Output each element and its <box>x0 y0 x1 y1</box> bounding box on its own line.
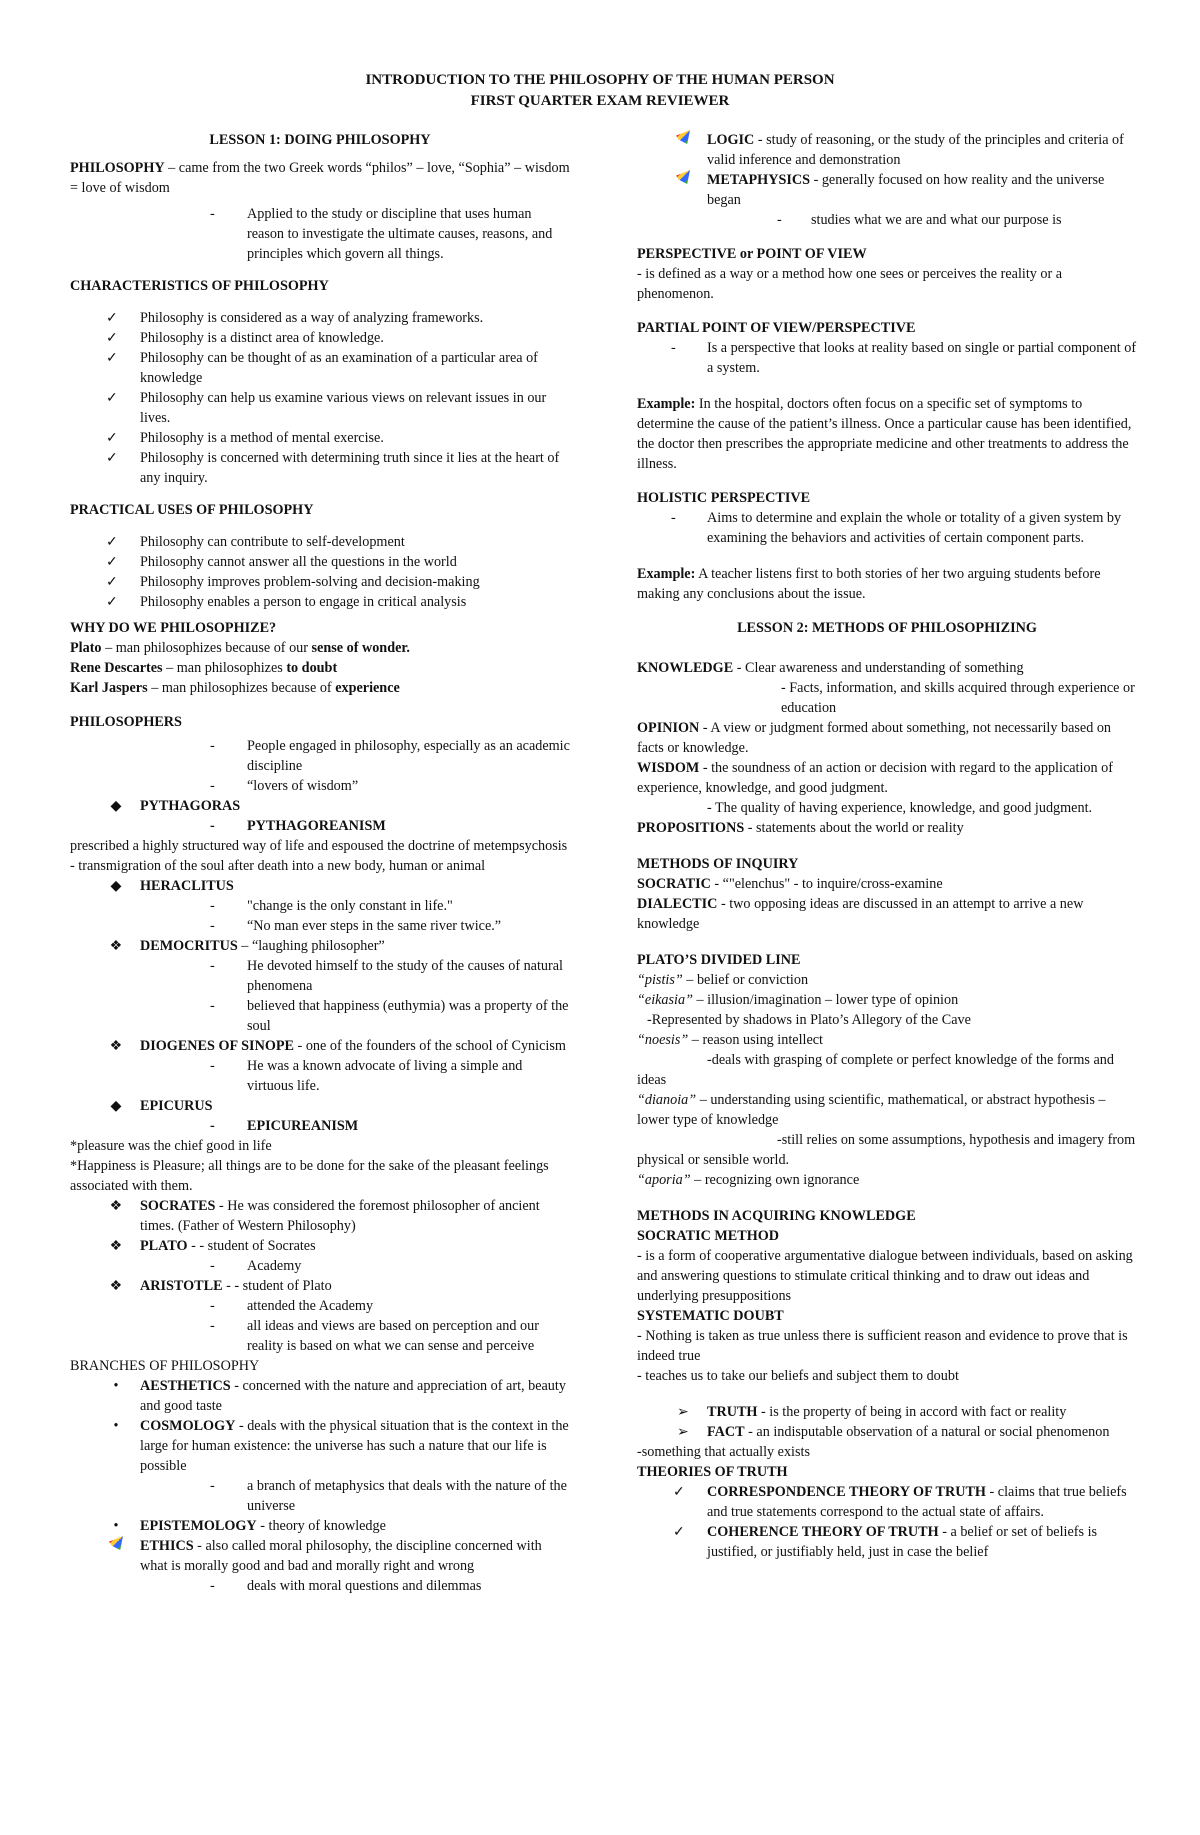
correspondence-item: ✓ CORRESPONDENCE THEORY OF TRUTH - claims that true beliefs and true statements correspond to the actual state of affairs. <box>637 1482 1137 1522</box>
list-item: ✓ Philosophy cannot answer all the questions in the world <box>70 552 570 572</box>
dialectic-def: DIALECTIC - two opposing ideas are discussed in an attempt to arrive a new knowledge <box>637 896 1084 932</box>
list-item: ✓ Philosophy improves problem-solving and decision-making <box>70 572 570 592</box>
pythagoreanism: - PYTHAGOREANISM <box>70 816 570 836</box>
systematic-doubt-1: - Nothing is taken as true unless there is sufficient reason and evidence to prove that is indeed true <box>637 1328 1128 1364</box>
metaphysics-item: METAPHYSICS - generally focused on how reality and the universe began <box>637 170 1137 210</box>
socratic-def: SOCRATIC - “"elenchus" - to inquire/cross-examine <box>637 876 943 892</box>
ethics-dash-1: - deals with moral questions and dilemmas <box>70 1576 570 1596</box>
socratic-method-def: - is a form of cooperative argumentative dialogue between individuals, based on asking and answering questions to stimulate critical thinking and to draw out ideas and underlying presuppositions <box>637 1248 1133 1304</box>
wisdom-def-2: - The quality of having experience, knowledge, and good judgment. <box>707 800 1093 816</box>
philosophers-dash-1: - People engaged in philosophy, especially as an academic discipline <box>70 736 570 776</box>
pythagoras-item: ◆ PYTHAGORAS <box>70 796 570 816</box>
plato-item: ❖ PLATO - - student of Socrates <box>70 1236 570 1256</box>
philosophy-definition: PHILOSOPHY – came from the two Greek words “philos” – love, “Sophia” – wisdom = love of wisdom <box>70 160 570 196</box>
list-item: ✓ Philosophy can be thought of as an examination of a particular area of knowledge <box>70 348 570 388</box>
aesthetics-item: • AESTHETICS - concerned with the nature and appreciation of art, beauty and good taste <box>70 1376 570 1416</box>
bullet-icon: • <box>113 1518 119 1534</box>
list-item: ✓ Philosophy enables a person to engage in critical analysis <box>70 592 570 612</box>
epicurus-item: ◆ EPICURUS <box>70 1096 570 1116</box>
democritus-dash-2: - believed that happiness (euthymia) was a property of the soul <box>70 996 570 1036</box>
plato-dash-1: - Academy <box>70 1256 570 1276</box>
why-descartes: Rene Descartes – man philosophizes to doubt <box>70 660 338 676</box>
knowledge-def-2: - Facts, information, and skills acquired through experience or education <box>781 680 1135 716</box>
flag-bullet-icon <box>673 170 693 190</box>
why-heading: WHY DO WE PHILOSOPHIZE? <box>70 620 277 636</box>
star-bullet-icon: ❖ <box>109 1038 123 1054</box>
star-bullet-icon: ❖ <box>109 1238 123 1254</box>
epicureanism: - EPICUREANISM <box>70 1116 570 1136</box>
branches-heading: BRANCHES OF PHILOSOPHY <box>70 1358 260 1374</box>
diamond-icon: ◆ <box>110 878 122 894</box>
why-jaspers: Karl Jaspers – man philosophizes because of experience <box>70 680 400 696</box>
aporia-def: “aporia” – recognizing own ignorance <box>637 1172 860 1188</box>
philosophy-dash: - Applied to the study or discipline that uses human reason to investigate the ultimate causes, reasons, and principles which govern all things. <box>70 204 570 264</box>
metaphysics-dash-1: - studies what we are and what our purpose is <box>637 210 1137 230</box>
flag-bullet-icon <box>673 130 693 150</box>
democritus-dash-1: - He devoted himself to the study of the causes of natural phenomena <box>70 956 570 996</box>
cosmology-dash-1: - a branch of metaphysics that deals with the nature of the universe <box>70 1476 570 1516</box>
opinion-def: OPINION - A view or judgment formed about something, not necessarily based on facts or knowledge. <box>637 720 1112 756</box>
lesson2-heading: LESSON 2: METHODS OF PHILOSOPHIZING <box>737 620 1037 636</box>
aristotle-dash-1: - attended the Academy <box>70 1296 570 1316</box>
truth-item: ➢ TRUTH - is the property of being in accord with fact or reality <box>637 1402 1137 1422</box>
heraclitus-quote-1: - "change is the only constant in life." <box>70 896 570 916</box>
list-item: ✓ Philosophy is concerned with determining truth since it lies at the heart of any inquiry. <box>70 448 570 488</box>
perspective-heading: PERSPECTIVE or POINT OF VIEW <box>637 246 867 262</box>
aristotle-dash-2: - all ideas and views are based on perception and our reality is based on what we can sense and perceive <box>70 1316 570 1356</box>
bullet-icon: • <box>113 1418 119 1434</box>
title-line-2: FIRST QUARTER EXAM REVIEWER <box>470 93 730 109</box>
epistemology-item: • EPISTEMOLOGY - theory of knowledge <box>70 1516 570 1536</box>
knowledge-def: KNOWLEDGE - Clear awareness and understanding of something <box>637 660 1024 676</box>
divided-line-heading: PLATO’S DIVIDED LINE <box>637 952 801 968</box>
star-bullet-icon: ❖ <box>109 1198 123 1214</box>
uses-list <box>70 532 570 612</box>
democritus-item: ❖ DEMOCRITUS – “laughing philosopher” <box>70 936 570 956</box>
epicureanism-text-1: *pleasure was the chief good in life <box>70 1138 272 1154</box>
example-1: Example: In the hospital, doctors often focus on a specific set of symptoms to determine the cause of the patient’s illness. Once a particular cause has been identified, the doctor then prescribes the appropriate medicine and other treatments to address the illness. <box>637 396 1132 472</box>
diamond-icon: ◆ <box>110 798 122 814</box>
ethics-item: ETHICS - also called moral philosophy, the discipline concerned with what is morally good and bad and morally right and wrong <box>70 1536 570 1576</box>
lesson1-heading: LESSON 1: DOING PHILOSOPHY <box>209 132 431 148</box>
list-item: ✓ Philosophy is a method of mental exercise. <box>70 428 570 448</box>
theories-heading: THEORIES OF TRUTH <box>637 1464 788 1480</box>
partial-heading: PARTIAL POINT OF VIEW/PERSPECTIVE <box>637 320 916 336</box>
inquiry-heading: METHODS OF INQUIRY <box>637 856 799 872</box>
arrow-bullet-icon: ➢ <box>677 1404 689 1420</box>
heraclitus-quote-2: - “No man ever steps in the same river twice.” <box>70 916 570 936</box>
socratic-method-heading: SOCRATIC METHOD <box>637 1228 780 1244</box>
list-item: ✓ Philosophy is considered as a way of analyzing frameworks. <box>70 308 570 328</box>
fact-def-2: -something that actually exists <box>637 1444 810 1460</box>
left-column <box>70 130 570 1596</box>
cosmology-item: • COSMOLOGY - deals with the physical situation that is the context in the large for human existence: the universe has such a nature that our life is possible <box>70 1416 570 1476</box>
why-plato: Plato – man philosophizes because of our sense of wonder. <box>70 640 410 656</box>
document-title <box>0 70 1200 112</box>
list-item: ✓ Philosophy can contribute to self-development <box>70 532 570 552</box>
arrow-bullet-icon: ➢ <box>677 1424 689 1440</box>
socrates-item: ❖ SOCRATES - He was considered the foremost philosopher of ancient times. (Father of Western Philosophy) <box>70 1196 570 1236</box>
logic-item: LOGIC - study of reasoning, or the study of the principles and criteria of valid inference and demonstration <box>637 130 1137 170</box>
dianoia-def: “dianoia” – understanding using scientific, mathematical, or abstract hypothesis – lower type of knowledge <box>637 1092 1106 1128</box>
uses-heading: PRACTICAL USES OF PHILOSOPHY <box>70 502 314 518</box>
diamond-icon: ◆ <box>110 1098 122 1114</box>
coherence-item: ✓ COHERENCE THEORY OF TRUTH - a belief or set of beliefs is justified, or justifiably held, just in case the belief <box>637 1522 1137 1562</box>
pistis-def: “pistis” – belief or conviction <box>637 972 809 988</box>
acquiring-heading: METHODS IN ACQUIRING KNOWLEDGE <box>637 1208 916 1224</box>
list-item: ✓ Philosophy can help us examine various views on relevant issues in our lives. <box>70 388 570 428</box>
heraclitus-item: ◆ HERACLITUS <box>70 876 570 896</box>
diogenes-item: ❖ DIOGENES OF SINOPE - one of the founders of the school of Cynicism <box>70 1036 570 1056</box>
systematic-doubt-heading: SYSTEMATIC DOUBT <box>637 1308 784 1324</box>
characteristics-heading: CHARACTERISTICS OF PHILOSOPHY <box>70 278 329 294</box>
philosophers-dash-2: - “lovers of wisdom” <box>70 776 570 796</box>
flag-bullet-icon <box>106 1536 126 1556</box>
title-line-1: INTRODUCTION TO THE PHILOSOPHY OF THE HUMAN PERSON <box>365 72 835 88</box>
fact-item: ➢ FACT - an indisputable observation of a natural or social phenomenon <box>637 1422 1137 1442</box>
holistic-dash-1: - Aims to determine and explain the whole or totality of a given system by examining the behaviors and activities of certain component parts. <box>637 508 1137 548</box>
example-2: Example: A teacher listens first to both stories of her two arguing students before making any conclusions about the issue. <box>637 566 1101 602</box>
bullet-icon: • <box>113 1378 119 1394</box>
eikasia-def-2: -Represented by shadows in Plato’s Allegory of the Cave <box>647 1012 971 1028</box>
noesis-def: “noesis” – reason using intellect <box>637 1032 823 1048</box>
partial-dash-1: - Is a perspective that looks at reality based on single or partial component of a system. <box>637 338 1137 378</box>
perspective-definition: - is defined as a way or a method how one sees or perceives the reality or a phenomenon. <box>637 266 1063 302</box>
noesis-def-2: -deals with grasping of complete or perfect knowledge of the forms and ideas <box>637 1052 1114 1088</box>
diogenes-dash-1: - He was a known advocate of living a simple and virtuous life. <box>70 1056 570 1096</box>
propositions-def: PROPOSITIONS - statements about the world or reality <box>637 820 964 836</box>
characteristics-list <box>70 308 570 488</box>
wisdom-def: WISDOM - the soundness of an action or decision with regard to the application of experience, knowledge, and good judgment. <box>637 760 1113 796</box>
list-item: ✓ Philosophy is a distinct area of knowledge. <box>70 328 570 348</box>
pythagoreanism-text: prescribed a highly structured way of life and espoused the doctrine of metempsychosis - transmigration of the soul after death into a new body, human or animal <box>70 838 568 874</box>
star-bullet-icon: ❖ <box>109 1278 123 1294</box>
star-bullet-icon: ❖ <box>109 938 123 954</box>
right-column <box>637 130 1137 1562</box>
holistic-heading: HOLISTIC PERSPECTIVE <box>637 490 811 506</box>
dianoia-def-2: -still relies on some assumptions, hypothesis and imagery from physical or sensible world. <box>637 1132 1136 1168</box>
eikasia-def: “eikasia” – illusion/imagination – lower type of opinion <box>637 992 959 1008</box>
philosophers-heading: PHILOSOPHERS <box>70 714 182 730</box>
aristotle-item: ❖ ARISTOTLE - - student of Plato <box>70 1276 570 1296</box>
epicureanism-text-2: *Happiness is Pleasure; all things are to be done for the sake of the pleasant feelings associated with them. <box>70 1158 549 1194</box>
systematic-doubt-2: - teaches us to take our beliefs and subject them to doubt <box>637 1368 959 1384</box>
